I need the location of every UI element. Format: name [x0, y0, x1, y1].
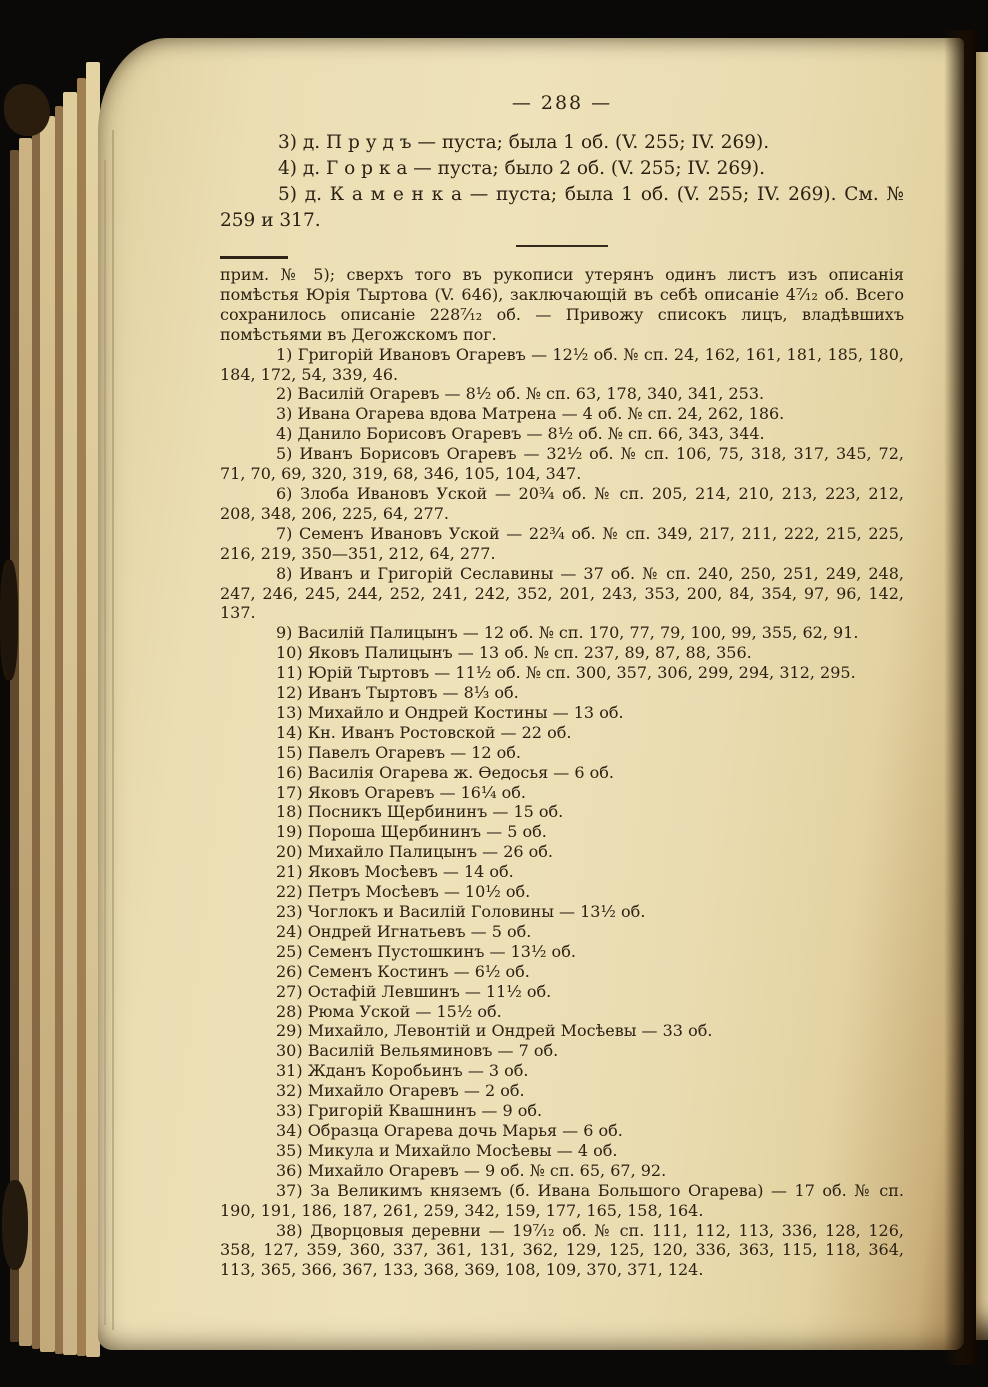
footnote-entry: 10) Яковъ Палицынъ — 13 об. № сп. 237, 89, 87, 88, 356. — [276, 643, 752, 663]
footnote-entry: 7) Семенъ Ивановъ Уской — 22³⁄₄ об. № сп. 349, 217, 211, 222, 215, 225, 216, 219, 350—351, 212, 64, 277. — [220, 523, 904, 563]
printed-text-column — [220, 92, 904, 1280]
book-gutter-shadow — [944, 30, 978, 1365]
footnote-entry: 34) Образца Огарева дочь Марья — 6 об. — [276, 1120, 623, 1140]
footnote-entry: 8) Иванъ и Григорій Сеславины — 37 об. № сп. 240, 250, 251, 249, 248, 247, 246, 245, 244, 252, 241, 242, 352, 201, 243, 353, 200, 84, 354, 97, 96, 142, 137. — [220, 563, 904, 623]
footnote-entry: 11) Юрій Тыртовъ — 11¹⁄₂ об. № сп. 300, 357, 306, 299, 294, 312, 295. — [276, 663, 856, 683]
page-crease — [104, 160, 106, 1325]
footnote-entry: 31) Жданъ Коробьинъ — 3 об. — [276, 1061, 529, 1081]
footnote-entry: 9) Василій Палицынъ — 12 об. № сп. 170, 77, 79, 100, 99, 355, 62, 91. — [276, 623, 859, 643]
footnote-entry: 15) Павелъ Огаревъ — 12 об. — [276, 742, 521, 762]
footnote-entry: 13) Михайло и Ондрей Костины — 13 об. — [276, 702, 624, 722]
footnote-entry: 16) Василія Огарева ж. Ѳедосья — 6 об. — [276, 762, 614, 782]
footnote-entry: 30) Василій Вельяминовъ — 7 об. — [276, 1041, 559, 1061]
footnote-entry: 1) Григорій Ивановъ Огаревъ — 12¹⁄₂ об. № сп. 24, 162, 161, 181, 185, 180, 184, 172, 54, 339, 46. — [220, 344, 904, 384]
main-text-line: 5) д. К а м е н к а — пуста; была 1 об. (V. 255; IV. 269). См. № 259 и 317. — [220, 184, 904, 231]
footnote-intro: прим. № 5); сверхъ того въ рукописи утерянъ одинъ листъ изъ описанія помѣстья Юрія Тыртова (V. 646), заключающій въ себѣ описаніе 4⁷⁄₁₂ об. Всего сохранилось описаніе 228⁷⁄₁₂ об. — Привожу списокъ лицъ, владѣвшихъ помѣстьями въ Дегожскомъ пог. — [220, 265, 904, 344]
footnote-entry: 19) Пороша Щербининъ — 5 об. — [276, 822, 547, 842]
page-edge-stripe — [63, 92, 77, 1355]
binding-fragment — [4, 84, 50, 136]
footnote-entry: 17) Яковъ Огаревъ — 16¹⁄₄ об. — [276, 782, 526, 802]
footnote-entry: 3) Ивана Огарева вдова Матрена — 4 об. № сп. 24, 262, 186. — [276, 404, 785, 424]
footnote-entry: 14) Кн. Иванъ Ростовской — 22 об. — [276, 722, 572, 742]
footnote-entry: 4) Данило Борисовъ Огаревъ — 8¹⁄₂ об. № сп. 66, 343, 344. — [276, 424, 765, 444]
main-text-block — [220, 130, 904, 234]
binding-fragment — [0, 560, 18, 680]
facing-page-sliver — [976, 52, 988, 1340]
footnote-entry: 32) Михайло Огаревъ — 2 об. — [276, 1081, 525, 1101]
footnote-list — [220, 345, 904, 1281]
footnote-entry: 25) Семенъ Пустошкинъ — 13¹⁄₂ об. — [276, 941, 576, 961]
footnote-entry: 37) За Великимъ княземъ (б. Ивана Большого Огарева) — 17 об. № сп. 190, 191, 186, 187, 261, 259, 342, 159, 177, 165, 158, 164. — [220, 1180, 904, 1220]
footnote-entry: 6) Злоба Ивановъ Уской — 20³⁄₄ об. № сп. 205, 214, 210, 213, 223, 212, 208, 348, 206, 225, 64, 277. — [220, 483, 904, 523]
footnote-entry: 28) Рюма Уской — 15¹⁄₂ об. — [276, 1001, 502, 1021]
footnote-entry: 26) Семенъ Костинъ — 6¹⁄₂ об. — [276, 961, 530, 981]
footnote-entry: 27) Остафій Левшинъ — 11¹⁄₂ об. — [276, 981, 552, 1001]
page-edge-stripe — [10, 150, 19, 1342]
footnote-entry: 22) Петръ Мосѣевъ — 10¹⁄₂ об. — [276, 882, 531, 902]
main-text-line: 4) д. Г о р к а — пуста; было 2 об. (V. 255; IV. 269). — [278, 158, 766, 179]
footnote-entry: 24) Ондрей Игнатьевъ — 5 об. — [276, 921, 532, 941]
footnote-entry: 33) Григорій Квашнинъ — 9 об. — [276, 1101, 543, 1121]
footnote-entry: 38) Дворцовыя деревни — 19⁷⁄₁₂ об. № сп. 111, 112, 113, 336, 128, 126, 358, 127, 359, 360, 337, 361, 131, 362, 129, 125, 120, 336, 363, 115, 118, 364, 113, 365, 366, 367, 133, 368, 369, 108, 109, 370, 371, 124. — [220, 1220, 904, 1280]
footnote-entry: 36) Михайло Огаревъ — 9 об. № сп. 65, 67, 92. — [276, 1160, 667, 1180]
page-edge-stripe — [77, 78, 86, 1356]
footnote-entry: 12) Иванъ Тыртовъ — 8¹⁄₃ об. — [276, 683, 519, 703]
page-crease — [112, 130, 114, 1330]
footnote-entry: 20) Михайло Палицынъ — 26 об. — [276, 842, 553, 862]
footnote-entry: 21) Яковъ Мосѣевъ — 14 об. — [276, 862, 514, 882]
section-divider — [516, 245, 608, 247]
page-edge-stripe — [40, 116, 55, 1352]
footnote-entry: 35) Микула и Михайло Мосѣевы — 4 об. — [276, 1140, 618, 1160]
footnote-rule — [220, 256, 288, 259]
footnote-entry: 5) Иванъ Борисовъ Огаревъ — 32¹⁄₂ об. № сп. 106, 75, 318, 317, 345, 72, 71, 70, 69, 320, 319, 68, 346, 105, 104, 347. — [220, 444, 904, 484]
footnote-entry: 23) Чоглокъ и Василій Головины — 13¹⁄₂ об. — [276, 902, 646, 921]
footnote-entry: 2) Василій Огаревъ — 8¹⁄₂ об. № сп. 63, 178, 340, 341, 253. — [276, 384, 765, 404]
page-edge-stripe — [55, 106, 63, 1354]
footnote-entry: 29) Михайло, Левонтій и Ондрей Мосѣевы — 33 об. — [276, 1021, 713, 1041]
page-number: — 288 — — [511, 92, 613, 114]
main-text-line: 3) д. П р у д ъ — пуста; была 1 об. (V. 255; IV. 269). — [278, 132, 770, 153]
footnote-entry: 18) Посникъ Щербининъ — 15 об. — [276, 802, 564, 822]
binding-fragment — [2, 1180, 28, 1270]
page-edge-stripe — [32, 128, 40, 1349]
page-edge-stripe — [19, 138, 32, 1346]
